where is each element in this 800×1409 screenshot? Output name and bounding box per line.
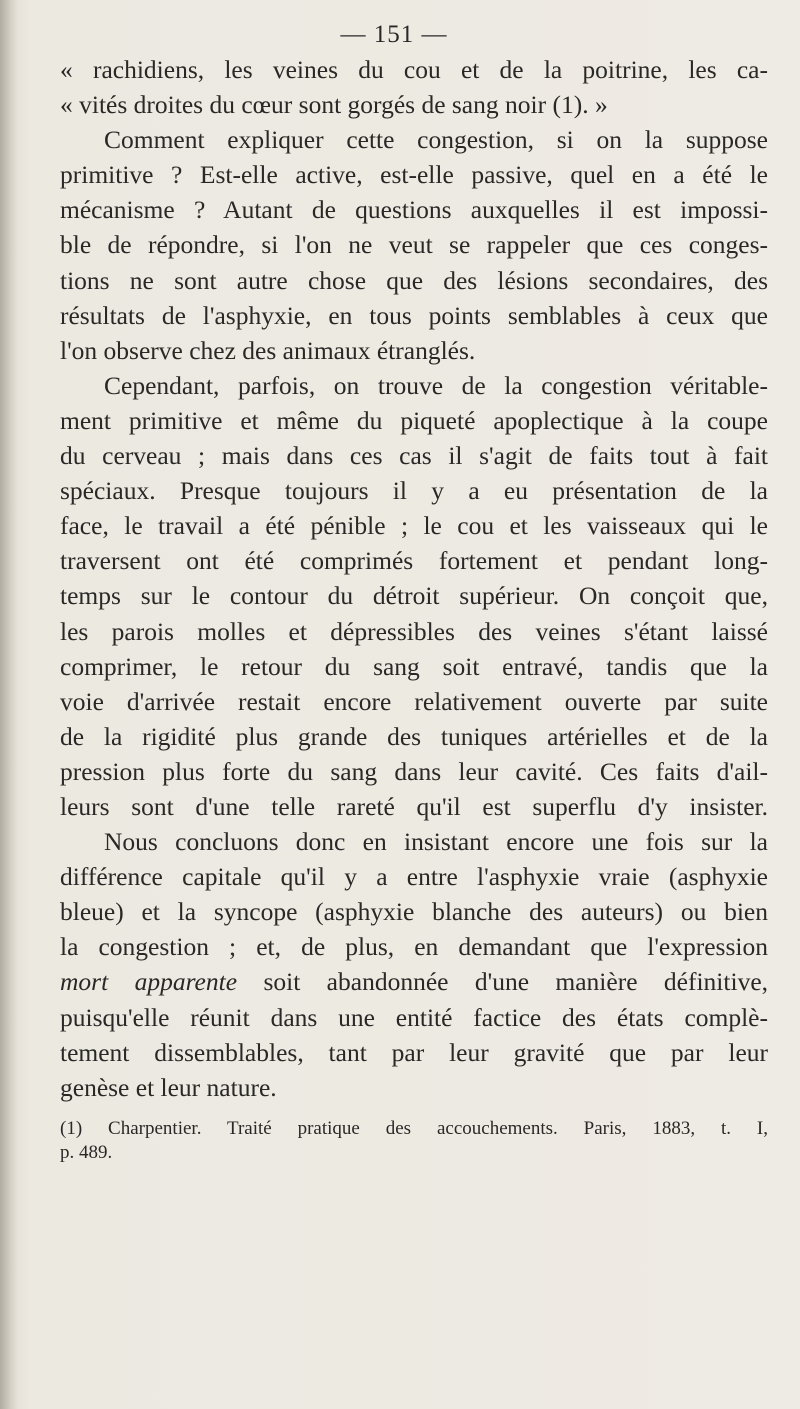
text-line: de la rigidité plus grande des tuniques artérielles et de la	[60, 721, 768, 751]
text-line: « rachidiens, les veines du cou et de la poitrine, les ca-	[60, 55, 768, 84]
page-number: — 151 —	[340, 21, 448, 48]
text-line: traversent ont été comprimés fortement et pendant long-	[60, 546, 768, 576]
paragraph-congestion	[60, 122, 768, 368]
paragraph-conclusion	[60, 824, 768, 1105]
text-line: voie d'arrivée restait encore relativement ouverte par suite	[60, 686, 768, 716]
text-line: temps sur le contour du détroit supérieur. On conçoit que,	[60, 581, 768, 611]
page-text	[60, 18, 768, 1165]
text-line: du cerveau ; mais dans ces cas il s'agit de faits tout à fait	[60, 441, 768, 471]
text-line: bleue) et la syncope (asphyxie blanche des auteurs) ou bien	[60, 897, 768, 927]
text-line: genèse et leur nature.	[60, 1072, 277, 1102]
text-line: Comment expliquer cette congestion, si on la suppose	[104, 125, 768, 155]
text-line: Cependant, parfois, on trouve de la congestion véritable-	[104, 370, 768, 400]
text-line: Nous concluons donc en insistant encore une fois sur la	[104, 827, 768, 857]
text-line: ment primitive et même du piqueté apoplectique à la coupe	[60, 405, 768, 435]
text-line: mécanisme ? Autant de questions auxquelles il est impossi-	[60, 195, 768, 225]
text-line: comprimer, le retour du sang soit entravé, tandis que la	[60, 651, 768, 681]
footnote-line: p. 489.	[60, 1141, 113, 1163]
text-line: l'on observe chez des animaux étranglés.	[60, 335, 476, 365]
text-line-with-italic	[60, 964, 768, 999]
text-line: résultats de l'asphyxie, en tous points semblables à ceux que	[60, 300, 768, 330]
text-line: pression plus forte du sang dans leur cavité. Ces faits d'ail-	[60, 756, 768, 786]
text-line: primitive ? Est-elle active, est-elle passive, quel en a été le	[60, 160, 768, 190]
binding-shadow	[0, 0, 18, 1409]
footnote-line: (1) Charpentier. Traité pratique des accouchements. Paris, 1883, t. I,	[60, 1117, 768, 1139]
text-line: différence capitale qu'il y a entre l'asphyxie vraie (asphyxie	[60, 862, 768, 892]
text-line: « vités droites du cœur sont gorgés de sang noir (1). »	[60, 90, 608, 120]
text-line: ble de répondre, si l'on ne veut se rappeler que ces conges-	[60, 230, 768, 260]
paragraph-quote	[60, 52, 768, 122]
text-line: face, le travail a été pénible ; le cou et les vaisseaux qui le	[60, 511, 768, 541]
text-line-rest: soit abandonnée d'une manière définitive,	[263, 967, 769, 997]
text-line: tions ne sont autre chose que des lésions secondaires, des	[60, 265, 768, 295]
text-line: leurs sont d'une telle rareté qu'il est superflu d'y insister.	[60, 791, 768, 821]
text-line: les parois molles et dépressibles des veines s'étant laissé	[60, 616, 768, 646]
text-line: tement dissemblables, tant par leur gravité que par leur	[60, 1037, 768, 1067]
paragraph-primitive-congestion	[60, 368, 768, 824]
text-line: spéciaux. Presque toujours il y a eu présentation de la	[60, 476, 768, 506]
text-line: puisqu'elle réunit dans une entité factice des états complè-	[60, 1002, 768, 1032]
italic-phrase: mort apparente	[60, 967, 238, 997]
footnote	[60, 1117, 768, 1165]
text-line: la congestion ; et, de plus, en demandant que l'expression	[60, 932, 768, 962]
